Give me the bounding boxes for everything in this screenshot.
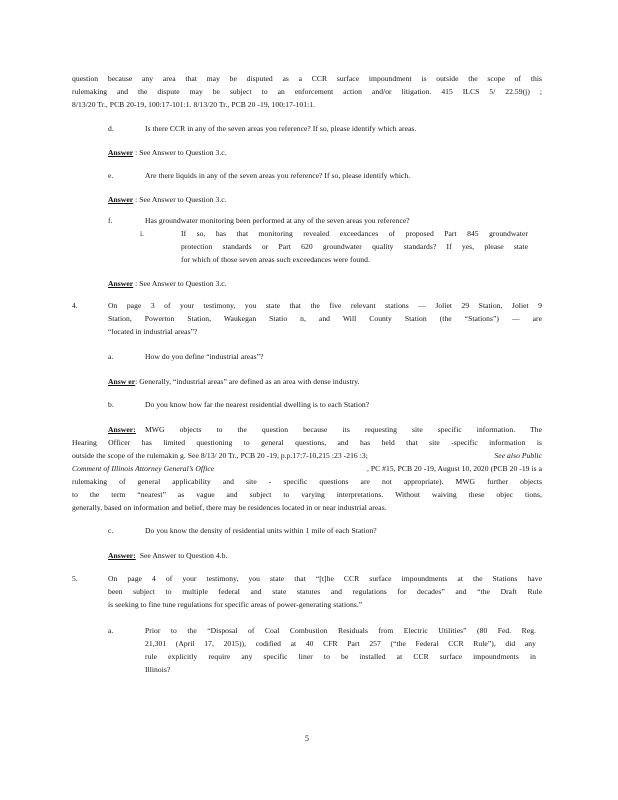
sub-question-number: a. bbox=[108, 626, 114, 635]
answer-label: Answer bbox=[108, 279, 134, 288]
sub-question-number: a. bbox=[108, 352, 114, 361]
sub-question-number: e. bbox=[108, 171, 114, 180]
sub-question-text: 21,301 (April 17, 2015)), codified at 40 CFR Part 257 (“the Federal CCR Rule”), did any bbox=[145, 639, 536, 648]
question-text: On page 4 of your testimony, you state that “[t]he CCR surface impoundments at the Stations have bbox=[108, 574, 542, 583]
sub-sub-question-text: for which of those seven areas such exceedances were found. bbox=[181, 255, 370, 264]
answer-label: Answer bbox=[108, 148, 134, 157]
answer-text: : See Answer to Question 3.c. bbox=[135, 279, 227, 288]
answer-text: rulemaking of general applicability and site - specific questions are not appropriate). MWG further objects bbox=[72, 477, 542, 486]
answer-text: , PC #15, PCB 20 -19, August 10, 2020 (PCB 20 -19 is a bbox=[366, 464, 542, 473]
question-text: On page 3 of your testimony, you state that the five relevant stations — Joliet 29 Station, Joliet 9 bbox=[108, 301, 542, 310]
answer-text-line bbox=[72, 464, 542, 475]
answer-text: to the term “nearest” as vague and subject to varying interpretations. Without waiving these objec tions, bbox=[72, 490, 542, 499]
sub-question-text: rule explicitly require any specific liner to be installed at CCR surface impoundments in bbox=[145, 652, 536, 661]
question-text: “located in industrial areas”? bbox=[108, 327, 198, 336]
body-text-line: question because any area that may be disputed as a CCR surface impoundment is outside the scope of this bbox=[72, 74, 542, 83]
question-number: 4. bbox=[72, 301, 78, 310]
sub-question-text: How do you define “industrial areas”? bbox=[145, 352, 264, 361]
sub-sub-question-text: If so, has that monitoring revealed exceedances of proposed Part 845 groundwater bbox=[181, 229, 528, 238]
answer-text: See Answer to Question 4.b. bbox=[139, 551, 228, 560]
sub-question-text: Do you know the density of residential units within 1 mile of each Station? bbox=[145, 526, 377, 535]
sub-question-text: Prior to the “Disposal of Coal Combustion Residuals from Electric Utilities” (80 Fed. Reg. bbox=[145, 626, 536, 635]
answer-label: Answer bbox=[108, 195, 134, 204]
answer-text: : See Answer to Question 3.c. bbox=[135, 195, 227, 204]
question-text: is seeking to fine tune regulations for specific areas of power-generating stations.” bbox=[108, 600, 363, 609]
answer-text: generally, based on information and belief, there may be residences located in or near industrial areas. bbox=[72, 503, 387, 512]
sub-question-number: c. bbox=[108, 526, 114, 535]
sub-question-number: b. bbox=[108, 400, 114, 409]
body-text-line: rulemaking and the dispute may be subject to an enforcement action and/or litigation. 415 ILCS 5/ 22.59(j) ; bbox=[72, 87, 542, 96]
sub-sub-question-text: protection standards or Part 620 groundwater quality standards? If yes, please state bbox=[181, 242, 528, 251]
sub-sub-question-number: i. bbox=[140, 229, 145, 238]
answer-text: : Generally, “industrial areas” are defined as an area with dense industry. bbox=[135, 377, 360, 386]
answer-text: : See Answer to Question 3.c. bbox=[135, 148, 227, 157]
sub-question-text: Is there CCR in any of the seven areas you reference? If so, please identify which areas. bbox=[145, 124, 417, 133]
answer-text: outside the scope of the rulemakin g. See 8/13/ 20 Tr., PCB 20 -19, p.p.17:7-10,215 :23 -216 :3; bbox=[72, 451, 368, 460]
answer-text-line bbox=[72, 451, 542, 462]
question-text: Station, Powerton Station, Waukegan Statio n, and Will County Station (the “Stations”) — are bbox=[108, 314, 542, 323]
sub-question-text: Illinois? bbox=[145, 665, 171, 674]
citation-text: See also Public bbox=[494, 451, 542, 460]
sub-question-text: Are there liquids in any of the seven areas you reference? If so, please identify which. bbox=[145, 171, 411, 180]
question-number: 5. bbox=[72, 574, 78, 583]
answer-label: Answer: bbox=[108, 425, 136, 434]
answer-label: Answer: bbox=[108, 551, 136, 560]
citation-text: Comment of Illinois Attorney General’s Office bbox=[72, 464, 215, 473]
answer-text: Hearing Officer has limited questioning to general questions, and has held that site -specific information is bbox=[72, 438, 542, 447]
question-text: been subject to multiple federal and state statutes and regulations for decades” and “the Draft Rule bbox=[108, 587, 542, 596]
sub-question-text: Do you know how far the nearest residential dwelling is to each Station? bbox=[145, 400, 370, 409]
answer-text: MWG objects to the question because its requesting site specific information. The bbox=[145, 425, 542, 434]
answer-label: Answ er bbox=[108, 377, 136, 386]
body-text-line: 8/13/20 Tr., PCB 20-19, 100:17-101:1. 8/13/20 Tr., PCB 20 -19, 100:17-101:1. bbox=[72, 100, 316, 109]
page-number: 5 bbox=[305, 734, 310, 743]
sub-question-text: Has groundwater monitoring been performed at any of the seven areas you reference? bbox=[145, 216, 410, 225]
sub-question-number: f. bbox=[108, 216, 113, 225]
sub-question-number: d. bbox=[108, 124, 114, 133]
